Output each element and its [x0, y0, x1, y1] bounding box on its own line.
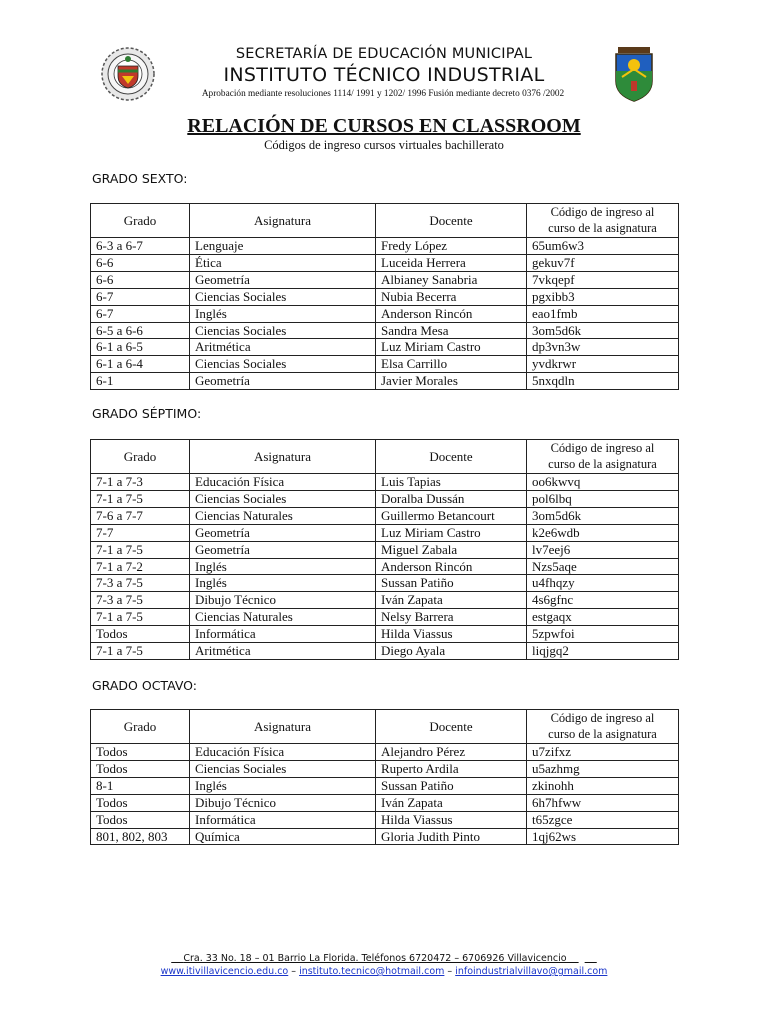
docente-cell: Iván Zapata — [376, 794, 527, 811]
section-heading-grado-septimo: GRADO SÉPTIMO: — [92, 406, 202, 421]
codigo-cell: u7zifxz — [527, 744, 679, 761]
table-header-row — [91, 710, 679, 744]
codigo-cell: 65um6w3 — [527, 238, 679, 255]
table-row — [91, 238, 679, 255]
header-secretaria: SECRETARÍA DE EDUCACIÓN MUNICIPAL — [235, 46, 533, 62]
docente-cell: Elsa Carrillo — [376, 356, 527, 373]
column-header-codigo — [527, 204, 679, 238]
codigo-cell: eao1fmb — [527, 305, 679, 322]
grado-cell: Todos — [91, 744, 190, 761]
grado-cell: 6-1 a 6-5 — [91, 339, 190, 356]
docente-cell: Anderson Rincón — [376, 305, 527, 322]
docente-cell: Alejandro Pérez — [376, 744, 527, 761]
column-header-asignatura: Asignatura — [190, 710, 376, 744]
column-header-docente: Docente — [376, 710, 527, 744]
page-title: RELACIÓN DE CURSOS EN CLASSROOM — [187, 115, 581, 137]
column-header-grado: Grado — [91, 440, 190, 474]
table-row — [91, 811, 679, 828]
table-row — [91, 777, 679, 794]
table-row — [91, 794, 679, 811]
asignatura-cell: Dibujo Técnico — [190, 794, 376, 811]
docente-cell: Nubia Becerra — [376, 288, 527, 305]
docente-cell: Luceida Herrera — [376, 254, 527, 271]
table-row — [91, 373, 679, 390]
codigo-cell: Nzs5aqe — [527, 558, 679, 575]
column-header-grado: Grado — [91, 710, 190, 744]
courses-table-grado-octavo — [90, 709, 679, 845]
asignatura-cell: Inglés — [190, 558, 376, 575]
column-header-docente: Docente — [376, 204, 527, 238]
asignatura-cell: Geometría — [190, 373, 376, 390]
grado-cell: Todos — [91, 760, 190, 777]
footer-contacts — [0, 966, 768, 977]
table-row — [91, 541, 679, 558]
codigo-cell: liqjgq2 — [527, 643, 679, 660]
asignatura-cell: Ciencias Sociales — [190, 288, 376, 305]
footer-address — [0, 953, 768, 964]
docente-cell: Iván Zapata — [376, 592, 527, 609]
docente-cell: Luis Tapias — [376, 474, 527, 491]
table-row — [91, 288, 679, 305]
section-heading-grado-octavo: GRADO OCTAVO: — [92, 678, 197, 693]
codigo-cell: pol6lbq — [527, 490, 679, 507]
asignatura-cell: Inglés — [190, 777, 376, 794]
codigo-header-line2: curso de la asignatura — [548, 456, 657, 471]
codigo-cell: 4s6gfnc — [527, 592, 679, 609]
footer-address-text: Cra. 33 No. 18 – 01 Barrio La Florida. Teléfonos 6720472 – 6706926 Villavicencio — [183, 953, 567, 964]
courses-table-grado-sexto — [90, 203, 679, 390]
codigo-cell: pgxibb3 — [527, 288, 679, 305]
grado-cell: 6-6 — [91, 271, 190, 288]
table-row — [91, 322, 679, 339]
codigo-cell: t65zgce — [527, 811, 679, 828]
asignatura-cell: Educación Física — [190, 474, 376, 491]
codigo-cell: 5zpwfoi — [527, 626, 679, 643]
table-row — [91, 490, 679, 507]
footer-website-link[interactable]: www.itivillavicencio.edu.co — [160, 966, 289, 977]
codigo-cell: 5nxqdln — [527, 373, 679, 390]
asignatura-cell: Dibujo Técnico — [190, 592, 376, 609]
docente-cell: Gloria Judith Pinto — [376, 828, 527, 845]
codigo-cell: 3om5d6k — [527, 507, 679, 524]
table-row — [91, 558, 679, 575]
codigo-header-line2: curso de la asignatura — [548, 220, 657, 235]
table-row — [91, 828, 679, 845]
docente-cell: Miguel Zabala — [376, 541, 527, 558]
grado-cell: 7-1 a 7-5 — [91, 609, 190, 626]
codigo-header-line1: Código de ingreso al — [550, 711, 655, 725]
footer-email-gmail-link[interactable]: infoindustrialvillavo@gmail.com — [455, 966, 608, 977]
grado-cell: 7-1 a 7-2 — [91, 558, 190, 575]
grado-cell: 6-7 — [91, 305, 190, 322]
docente-cell: Anderson Rincón — [376, 558, 527, 575]
docente-cell: Nelsy Barrera — [376, 609, 527, 626]
asignatura-cell: Ciencias Sociales — [190, 490, 376, 507]
asignatura-cell: Ética — [190, 254, 376, 271]
codigo-cell: u4fhqzy — [527, 575, 679, 592]
table-row — [91, 356, 679, 373]
asignatura-cell: Educación Física — [190, 744, 376, 761]
asignatura-cell: Química — [190, 828, 376, 845]
grado-cell: 6-1 — [91, 373, 190, 390]
docente-cell: Sussan Patiño — [376, 777, 527, 794]
grado-cell: 8-1 — [91, 777, 190, 794]
column-header-asignatura: Asignatura — [190, 440, 376, 474]
codigo-cell: 6h7hfww — [527, 794, 679, 811]
asignatura-cell: Ciencias Sociales — [190, 356, 376, 373]
docente-cell: Guillermo Betancourt — [376, 507, 527, 524]
grado-cell: 6-3 a 6-7 — [91, 238, 190, 255]
codigo-header-line2: curso de la asignatura — [548, 726, 657, 741]
asignatura-cell: Geometría — [190, 524, 376, 541]
grado-cell: 7-1 a 7-5 — [91, 643, 190, 660]
table-row — [91, 760, 679, 777]
asignatura-cell: Aritmética — [190, 339, 376, 356]
codigo-cell: estgaqx — [527, 609, 679, 626]
grado-cell: 7-6 a 7-7 — [91, 507, 190, 524]
asignatura-cell: Informática — [190, 811, 376, 828]
table-row — [91, 592, 679, 609]
column-header-codigo — [527, 710, 679, 744]
grado-cell: Todos — [91, 794, 190, 811]
codigo-cell: 1qj62ws — [527, 828, 679, 845]
table-row — [91, 271, 679, 288]
codigo-cell: u5azhmg — [527, 760, 679, 777]
table-row — [91, 474, 679, 491]
asignatura-cell: Informática — [190, 626, 376, 643]
asignatura-cell: Ciencias Naturales — [190, 507, 376, 524]
asignatura-cell: Ciencias Sociales — [190, 322, 376, 339]
asignatura-cell: Inglés — [190, 575, 376, 592]
grado-cell: 7-3 a 7-5 — [91, 592, 190, 609]
grado-cell: 7-7 — [91, 524, 190, 541]
table-header-row — [91, 440, 679, 474]
column-header-asignatura: Asignatura — [190, 204, 376, 238]
grado-cell: 7-3 a 7-5 — [91, 575, 190, 592]
column-header-docente: Docente — [376, 440, 527, 474]
footer-separator: – — [447, 966, 453, 977]
grado-cell: 6-5 a 6-6 — [91, 322, 190, 339]
grado-cell: 7-1 a 7-3 — [91, 474, 190, 491]
header-institute-name: INSTITUTO TÉCNICO INDUSTRIAL — [223, 64, 545, 86]
codigo-cell: lv7eej6 — [527, 541, 679, 558]
docente-cell: Albianey Sanabria — [376, 271, 527, 288]
docente-cell: Javier Morales — [376, 373, 527, 390]
codigo-cell: 7vkqepf — [527, 271, 679, 288]
codigo-header-line1: Código de ingreso al — [550, 205, 655, 219]
grado-cell: 6-7 — [91, 288, 190, 305]
footer-email-hotmail-link[interactable]: instituto.tecnico@hotmail.com — [299, 966, 445, 977]
header-resolutions: Aprobación mediante resoluciones 1114/ 1991 y 1202/ 1996 Fusión mediante decreto 0376 /2002 — [201, 89, 565, 99]
asignatura-cell: Inglés — [190, 305, 376, 322]
docente-cell: Hilda Viassus — [376, 811, 527, 828]
section-heading-grado-sexto: GRADO SEXTO: — [92, 171, 188, 186]
courses-table-grado-septimo — [90, 439, 679, 660]
table-row — [91, 339, 679, 356]
asignatura-cell: Aritmética — [190, 643, 376, 660]
codigo-cell: oo6kwvq — [527, 474, 679, 491]
asignatura-cell: Ciencias Sociales — [190, 760, 376, 777]
table-row — [91, 507, 679, 524]
table-row — [91, 609, 679, 626]
table-row — [91, 643, 679, 660]
codigo-cell: gekuv7f — [527, 254, 679, 271]
table-row — [91, 744, 679, 761]
docente-cell: Sandra Mesa — [376, 322, 527, 339]
codigo-cell: yvdkrwr — [527, 356, 679, 373]
page-subtitle: Códigos de ingreso cursos virtuales bachillerato — [264, 138, 504, 152]
column-header-codigo — [527, 440, 679, 474]
docente-cell: Luz Miriam Castro — [376, 339, 527, 356]
codigo-cell: 3om5d6k — [527, 322, 679, 339]
grado-cell: Todos — [91, 626, 190, 643]
docente-cell: Luz Miriam Castro — [376, 524, 527, 541]
docente-cell: Doralba Dussán — [376, 490, 527, 507]
grado-cell: 6-1 a 6-4 — [91, 356, 190, 373]
grado-cell: 801, 802, 803 — [91, 828, 190, 845]
docente-cell: Sussan Patiño — [376, 575, 527, 592]
grado-cell: 6-6 — [91, 254, 190, 271]
codigo-cell: zkinohh — [527, 777, 679, 794]
docente-cell: Fredy López — [376, 238, 527, 255]
table-row — [91, 254, 679, 271]
docente-cell: Diego Ayala — [376, 643, 527, 660]
asignatura-cell: Geometría — [190, 271, 376, 288]
table-row — [91, 305, 679, 322]
docente-cell: Ruperto Ardila — [376, 760, 527, 777]
asignatura-cell: Lenguaje — [190, 238, 376, 255]
codigo-cell: k2e6wdb — [527, 524, 679, 541]
grado-cell: Todos — [91, 811, 190, 828]
table-row — [91, 626, 679, 643]
footer-separator: – — [291, 966, 297, 977]
table-row — [91, 524, 679, 541]
table-row — [91, 575, 679, 592]
grado-cell: 7-1 a 7-5 — [91, 541, 190, 558]
column-header-grado: Grado — [91, 204, 190, 238]
codigo-header-line1: Código de ingreso al — [550, 441, 655, 455]
asignatura-cell: Ciencias Naturales — [190, 609, 376, 626]
grado-cell: 7-1 a 7-5 — [91, 490, 190, 507]
docente-cell: Hilda Viassus — [376, 626, 527, 643]
table-header-row — [91, 204, 679, 238]
asignatura-cell: Geometría — [190, 541, 376, 558]
codigo-cell: dp3vn3w — [527, 339, 679, 356]
